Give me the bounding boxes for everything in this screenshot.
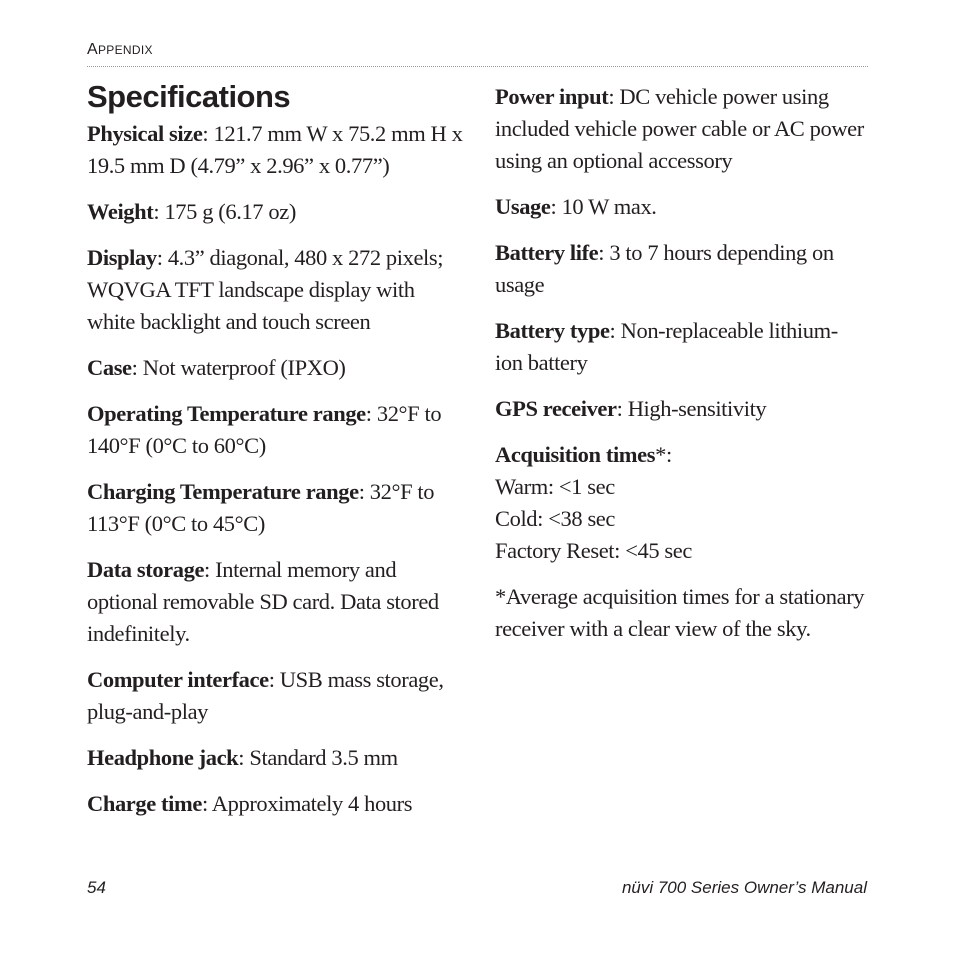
footnote: *Average acquisition times for a stationary receiver with a clear view of the sky. (495, 584, 865, 641)
spec-acquisition-times: Acquisition times*: Warm: <1 sec Cold: <38 sec Factory Reset: <45 sec (495, 439, 865, 567)
spec-power-input: Power input: DC vehicle power using included vehicle power cable or AC power using an optional accessory (495, 84, 864, 173)
spec-value: 4.3” diagonal, 480 x 272 pixels; WQVGA TFT landscape display with white backlight and touch screen (87, 245, 444, 334)
acquisition-cold: Cold: <38 sec (495, 506, 615, 531)
manual-title: nüvi 700 Series Owner’s Manual (621, 878, 867, 897)
spec-charging-temperature: Charging Temperature range: 32°F to 113°F (0°C to 45°C) (87, 479, 435, 536)
spec-value: 121.7 mm W x 75.2 mm H x 19.5 mm D (4.79” x 2.96” x 0.77”) (87, 121, 463, 178)
spec-label: Charging Temperature range (87, 479, 359, 504)
spec-label: Display (87, 245, 157, 270)
spec-label: Battery type (495, 318, 610, 343)
spec-headphone-jack: Headphone jack: Standard 3.5 mm (87, 745, 398, 770)
spec-operating-temperature: Operating Temperature range: 32°F to 140°F (0°C to 60°C) (87, 401, 442, 458)
right-column (495, 81, 865, 659)
spec-value: 32°F to 140°F (0°C to 60°C) (87, 401, 442, 458)
acquisition-factory-reset: Factory Reset: <45 sec (495, 538, 692, 563)
spec-physical-size: Physical size: 121.7 mm W x 75.2 mm H x 19.5 mm D (4.79” x 2.96” x 0.77”) (87, 121, 463, 178)
spec-charge-time: Charge time: Approximately 4 hours (87, 791, 413, 816)
spec-value: Standard 3.5 mm (249, 745, 398, 770)
spec-battery-type: Battery type: Non-replaceable lithium-ion battery (495, 318, 838, 375)
spec-label: GPS receiver (495, 396, 617, 421)
left-column (87, 118, 467, 834)
section-header-initial: A (87, 41, 98, 58)
page-number: 54 (87, 878, 106, 897)
acquisition-warm: Warm: <1 sec (495, 474, 615, 499)
page-title: Specifications (87, 79, 291, 114)
spec-label: Headphone jack (87, 745, 239, 770)
spec-battery-life: Battery life: 3 to 7 hours depending on usage (495, 240, 834, 297)
spec-value: Approximately 4 hours (211, 791, 413, 816)
spec-display: Display: 4.3” diagonal, 480 x 272 pixels; WQVGA TFT landscape display with white backlight and touch screen (87, 245, 444, 334)
spec-value: 175 g (6.17 oz) (164, 199, 296, 224)
spec-label: Data storage (87, 557, 205, 582)
spec-gps-receiver: GPS receiver: High-sensitivity (495, 396, 767, 421)
spec-usage: Usage: 10 W max. (495, 194, 657, 219)
spec-label: Power input (495, 84, 609, 109)
spec-label: Acquisition times (495, 442, 656, 467)
spec-value: High-sensitivity (627, 396, 767, 421)
spec-case: Case: Not waterproof (IPXO) (87, 355, 346, 380)
spec-label: Charge time (87, 791, 202, 816)
spec-value: DC vehicle power using included vehicle power cable or AC power using an optional accessory (495, 84, 864, 173)
spec-label: Battery life (495, 240, 599, 265)
spec-label: Case (87, 355, 132, 380)
spec-value: 3 to 7 hours depending on usage (495, 240, 834, 297)
spec-weight: Weight: 175 g (6.17 oz) (87, 199, 296, 224)
header-divider (87, 66, 868, 67)
spec-value: USB mass storage, plug-and-play (87, 667, 444, 724)
spec-label: Weight (87, 199, 154, 224)
section-header-rest: PPENDIX (97, 43, 153, 57)
spec-label: Operating Temperature range (87, 401, 366, 426)
spec-label: Computer interface (87, 667, 269, 692)
spec-value: 10 W max. (561, 194, 657, 219)
spec-value: Non-replaceable lithium-ion battery (495, 318, 838, 375)
spec-value: 32°F to 113°F (0°C to 45°C) (87, 479, 435, 536)
section-header (87, 41, 153, 59)
spec-label: Physical size (87, 121, 203, 146)
spec-label: Usage (495, 194, 551, 219)
spec-computer-interface: Computer interface: USB mass storage, plug-and-play (87, 667, 444, 724)
spec-value: Internal memory and optional removable SD card. Data stored indefinitely. (87, 557, 439, 646)
spec-data-storage: Data storage: Internal memory and optional removable SD card. Data stored indefinitely. (87, 557, 439, 646)
spec-value: Not waterproof (IPXO) (142, 355, 346, 380)
